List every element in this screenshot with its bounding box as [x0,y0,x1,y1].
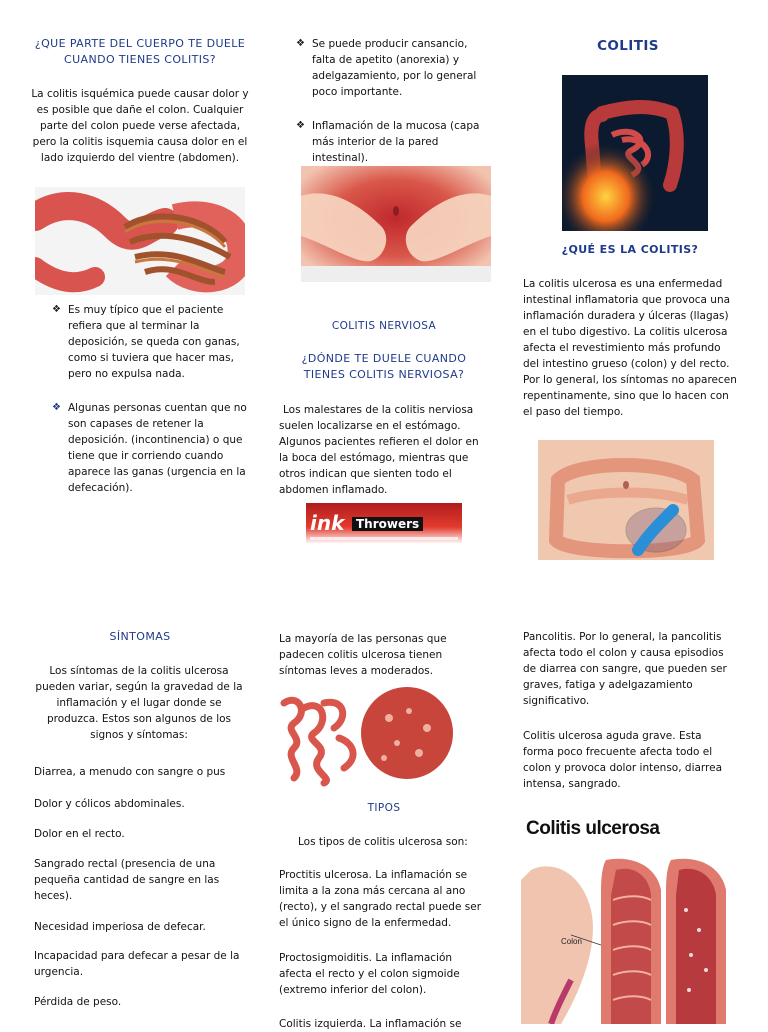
middle-bullet-2-text: Inflamación de la mucosa (capa más interior de la pared intestinal). [312,120,480,164]
colitis-definition-text: La colitis ulcerosa es una enfermedad intestinal inflamatoria que provoca una inflamación duradera y úlceras (llagas) en el tubo digestivo. La colitis ulcerosa afecta el revestimiento más profundo del intestino grueso (colon) y del recto. Por lo general, los síntomas no aparecen repentinamente, sino que lo hacen con el paso del tiempo. [523,278,737,418]
left-bullet-2-text: Algunas personas cuentan que no son capases de retener la deposición. (incontinencia) o que tiene que ir corriendo cuando aparece las ganas (urgencia en la defecación). [68,402,247,494]
tipos-title: TIPOS [367,802,401,814]
middle-bullet-1 [296,36,486,100]
proctitis-text: Proctitis ulcerosa. La inflamación se limita a la zona más cercana al ano (recto), y el sangrado rectal puede ser el único signo de la enfermedad. [279,869,482,929]
symptom-item: Dolor en el recto. [34,828,125,840]
diamond-bullet-icon: ❖ [52,402,61,413]
middle-bullet-1-text: Se puede producir cansancio, falta de apetito (anorexia) y adelgazamiento, por lo general poco importante. [312,38,477,98]
colitis-nerviosa-text: Los malestares de la colitis nerviosa suelen localizarse en el estómago. Algunos pacientes refieren el dolor en la boca del estómago, mientras que otros indican que sienten todo el abdomen inflamado. [279,404,479,496]
symptom-item: Dolor y cólicos abdominales. [34,798,185,810]
colitis-izquierda-text: Colitis izquierda. La inflamación se [279,1018,462,1030]
colitis-nerviosa-title: COLITIS NERVIOSA [331,320,437,332]
middle-bullet-2 [296,118,486,166]
symptom-item: Diarrea, a menudo con sangre o pus [34,766,226,778]
diamond-bullet-icon: ❖ [296,120,305,131]
left-bullet-1 [52,302,252,382]
mayoria-text: La mayoría de las personas que padecen colitis ulcerosa tienen síntomas leves a moderados. [279,633,447,677]
pancolitis-text: Pancolitis. Por lo general, la pancolitis afecta todo el colon y causa episodios de diarrea con sangre, que pueden ser graves, fatiga y adelgazamiento significativo. [523,631,727,707]
figure-colon-label: Colon [561,937,582,946]
knotted-intestine-image [35,187,245,295]
intestine-closeup-image [279,683,455,793]
figure-title: Colitis ulcerosa [526,818,660,839]
left-question-title: ¿QUE PARTE DEL CUERPO TE DUELE CUANDO TIENES COLITIS? [34,37,246,66]
logo-text-throwers: Throwers [352,517,423,531]
sintomas-intro-text: Los síntomas de la colitis ulcerosa pueden variar, según la gravedad de la inflamación y el lugar donde se produzca. Estos son algunos de los signos y síntomas: [35,665,243,741]
colitis-nerviosa-question: ¿DÓNDE TE DUELE CUANDO TIENES COLITIS NERVIOSA? [301,352,467,381]
colon-anatomy-image [562,75,708,231]
logo-text-ink: ink [310,511,345,535]
proctosigmoiditis-text: Proctosigmoiditis. La inflamación afecta el recto y el colon sigmoide (extremo inferior del colon). [279,952,460,996]
colitis-ulcerosa-figure [521,814,734,1024]
left-intro-text: La colitis isquémica puede causar dolor y es posible que dañe el colon. Cualquier parte del colon puede verse afectada, pero la colitis isquemia causa dolor en el lado izquierdo del vientre (abdomen). [31,88,249,164]
que-es-colitis-question: ¿QUÉ ES LA COLITIS? [561,243,699,256]
diamond-bullet-icon: ❖ [52,304,61,315]
left-bullet-1-text: Es muy típico que el paciente refiera que al terminar la deposición, se queda con ganas, como si tuviera que hacer mas, pero no expulsa nada. [68,304,240,380]
symptom-item: Necesidad imperiosa de defecar. [34,921,206,933]
abdomen-inflammation-image [538,440,714,560]
symptom-item: Sangrado rectal (presencia de una pequeña cantidad de sangre en las heces). [34,858,220,902]
colitis-aguda-text: Colitis ulcerosa aguda grave. Esta forma poco frecuente afecta todo el colon y provoca dolor intenso, diarrea intensa, sangrado. [523,730,723,790]
belly-pain-image [301,166,491,282]
diamond-bullet-icon: ❖ [296,38,305,49]
ink-throwers-logo [306,503,462,551]
colitis-main-title: COLITIS [597,38,659,54]
symptom-item: Incapacidad para defecar a pesar de la urgencia. [34,950,240,978]
left-bullet-2 [52,400,252,496]
sintomas-title: SÍNTOMAS [109,630,171,643]
symptom-item: Pérdida de peso. [34,996,122,1008]
tipos-intro-text: Los tipos de colitis ulcerosa son: [298,836,468,848]
